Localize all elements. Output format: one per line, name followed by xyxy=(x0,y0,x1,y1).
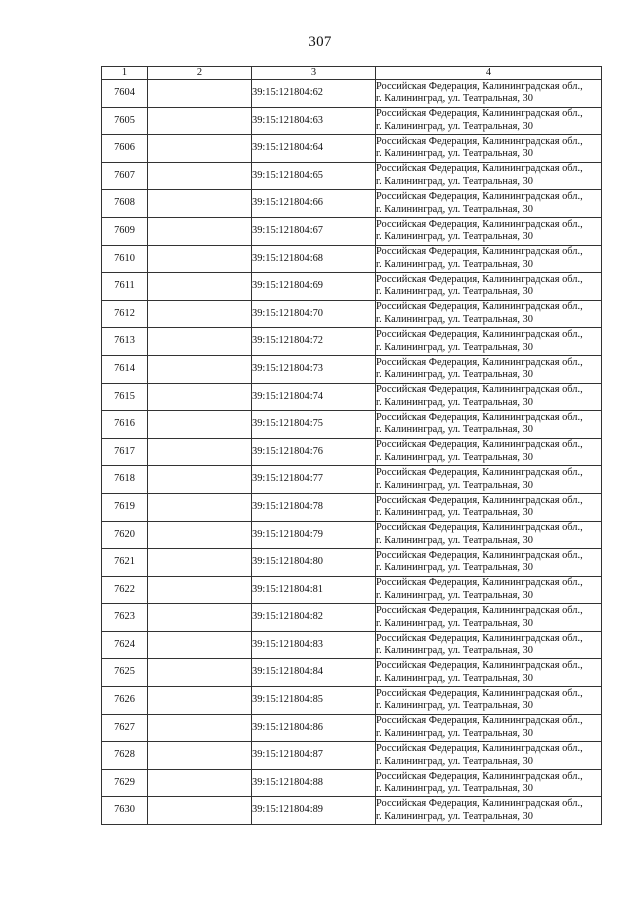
table-row xyxy=(102,549,602,577)
empty-cell xyxy=(148,493,252,521)
table-body xyxy=(102,80,602,825)
empty-cell xyxy=(148,328,252,356)
table-row xyxy=(102,328,602,356)
address-line-1: Российская Федерация, Калининградская обл., xyxy=(376,604,583,616)
address-cell xyxy=(376,631,602,659)
empty-cell xyxy=(148,438,252,466)
address-line-1: Российская Федерация, Калининградская обл., xyxy=(376,135,583,147)
empty-cell xyxy=(148,190,252,218)
empty-cell xyxy=(148,217,252,245)
header-row xyxy=(102,67,602,80)
table-row xyxy=(102,493,602,521)
row-number: 7630 xyxy=(102,797,148,825)
address-line-2: г. Калининград, ул. Театральная, 30 xyxy=(376,810,533,822)
cadastral-number: 39:15:121804:74 xyxy=(252,383,376,411)
row-number: 7619 xyxy=(102,493,148,521)
table-row xyxy=(102,466,602,494)
cadastral-number: 39:15:121804:85 xyxy=(252,687,376,715)
empty-cell xyxy=(148,466,252,494)
address-line-1: Российская Федерация, Калининградская обл., xyxy=(376,301,583,313)
table-row xyxy=(102,80,602,108)
address-cell xyxy=(376,714,602,742)
cadastral-number: 39:15:121804:63 xyxy=(252,107,376,135)
row-number: 7604 xyxy=(102,80,148,108)
address-line-2: г. Калининград, ул. Театральная, 30 xyxy=(376,93,533,105)
address-line-2: г. Калининград, ул. Театральная, 30 xyxy=(376,507,533,519)
address-line-2: г. Калининград, ул. Театральная, 30 xyxy=(376,369,533,381)
address-cell xyxy=(376,687,602,715)
address-line-1: Российская Федерация, Калининградская обл., xyxy=(376,798,583,810)
row-number: 7606 xyxy=(102,135,148,163)
cadastral-number: 39:15:121804:73 xyxy=(252,355,376,383)
address-line-2: г. Калининград, ул. Театральная, 30 xyxy=(376,258,533,270)
address-cell xyxy=(376,107,602,135)
address-cell xyxy=(376,411,602,439)
empty-cell xyxy=(148,687,252,715)
empty-cell xyxy=(148,714,252,742)
cadastral-number: 39:15:121804:67 xyxy=(252,217,376,245)
address-line-1: Российская Федерация, Калининградская обл., xyxy=(376,329,583,341)
address-line-1: Российская Федерация, Калининградская обл., xyxy=(376,108,583,120)
empty-cell xyxy=(148,300,252,328)
address-line-1: Российская Федерация, Калининградская обл., xyxy=(376,660,583,672)
table-row xyxy=(102,687,602,715)
empty-cell xyxy=(148,162,252,190)
table-row xyxy=(102,438,602,466)
row-number: 7621 xyxy=(102,549,148,577)
address-line-1: Российская Федерация, Калининградская обл., xyxy=(376,687,583,699)
row-number: 7624 xyxy=(102,631,148,659)
empty-cell xyxy=(148,245,252,273)
address-cell xyxy=(376,659,602,687)
row-number: 7610 xyxy=(102,245,148,273)
table-row xyxy=(102,355,602,383)
empty-cell xyxy=(148,383,252,411)
empty-cell xyxy=(148,521,252,549)
table-row xyxy=(102,604,602,632)
row-number: 7615 xyxy=(102,383,148,411)
address-line-2: г. Калининград, ул. Театральная, 30 xyxy=(376,645,533,657)
row-number: 7626 xyxy=(102,687,148,715)
address-line-1: Российская Федерация, Калининградская обл., xyxy=(376,494,583,506)
empty-cell xyxy=(148,135,252,163)
cadastral-number: 39:15:121804:84 xyxy=(252,659,376,687)
cadastral-number: 39:15:121804:72 xyxy=(252,328,376,356)
address-cell xyxy=(376,273,602,301)
address-line-1: Российская Федерация, Калининградская обл., xyxy=(376,467,583,479)
cadastral-number: 39:15:121804:79 xyxy=(252,521,376,549)
cadastral-number: 39:15:121804:81 xyxy=(252,576,376,604)
table-row xyxy=(102,135,602,163)
empty-cell xyxy=(148,576,252,604)
row-number: 7607 xyxy=(102,162,148,190)
address-cell xyxy=(376,355,602,383)
cadastral-number: 39:15:121804:80 xyxy=(252,549,376,577)
address-cell xyxy=(376,576,602,604)
address-line-2: г. Калининград, ул. Театральная, 30 xyxy=(376,176,533,188)
table-row xyxy=(102,742,602,770)
empty-cell xyxy=(148,769,252,797)
cadastral-number: 39:15:121804:75 xyxy=(252,411,376,439)
address-cell xyxy=(376,493,602,521)
address-line-1: Российская Федерация, Калининградская обл., xyxy=(376,191,583,203)
address-cell xyxy=(376,438,602,466)
row-number: 7629 xyxy=(102,769,148,797)
address-line-2: г. Калининград, ул. Театральная, 30 xyxy=(376,672,533,684)
address-cell xyxy=(376,383,602,411)
column-header-1: 1 xyxy=(102,67,148,80)
row-number: 7617 xyxy=(102,438,148,466)
empty-cell xyxy=(148,631,252,659)
row-number: 7612 xyxy=(102,300,148,328)
address-cell xyxy=(376,217,602,245)
table-row xyxy=(102,411,602,439)
table-row xyxy=(102,576,602,604)
address-line-1: Российская Федерация, Калининградская обл., xyxy=(376,522,583,534)
empty-cell xyxy=(148,659,252,687)
empty-cell xyxy=(148,742,252,770)
address-line-2: г. Калининград, ул. Театральная, 30 xyxy=(376,231,533,243)
row-number: 7616 xyxy=(102,411,148,439)
cadastral-number: 39:15:121804:68 xyxy=(252,245,376,273)
address-line-2: г. Калининград, ул. Театральная, 30 xyxy=(376,424,533,436)
address-line-1: Российская Федерация, Калининградская обл., xyxy=(376,715,583,727)
table-row xyxy=(102,162,602,190)
address-line-2: г. Калининград, ул. Театральная, 30 xyxy=(376,727,533,739)
cadastral-number: 39:15:121804:89 xyxy=(252,797,376,825)
address-line-2: г. Калининград, ул. Театральная, 30 xyxy=(376,700,533,712)
row-number: 7623 xyxy=(102,604,148,632)
table-row xyxy=(102,521,602,549)
address-line-2: г. Калининград, ул. Театральная, 30 xyxy=(376,396,533,408)
table-row xyxy=(102,659,602,687)
empty-cell xyxy=(148,273,252,301)
cadastral-number: 39:15:121804:65 xyxy=(252,162,376,190)
row-number: 7620 xyxy=(102,521,148,549)
cadastral-number: 39:15:121804:78 xyxy=(252,493,376,521)
address-cell xyxy=(376,80,602,108)
cadastral-number: 39:15:121804:87 xyxy=(252,742,376,770)
table-row xyxy=(102,217,602,245)
empty-cell xyxy=(148,107,252,135)
address-line-1: Российская Федерация, Калининградская обл., xyxy=(376,577,583,589)
address-cell xyxy=(376,742,602,770)
cadastral-number: 39:15:121804:88 xyxy=(252,769,376,797)
address-line-1: Российская Федерация, Калининградская обл., xyxy=(376,439,583,451)
address-line-1: Российская Федерация, Калининградская обл., xyxy=(376,80,583,92)
table-row xyxy=(102,300,602,328)
empty-cell xyxy=(148,355,252,383)
row-number: 7605 xyxy=(102,107,148,135)
address-cell xyxy=(376,521,602,549)
address-line-2: г. Калининград, ул. Театральная, 30 xyxy=(376,314,533,326)
cadastral-number: 39:15:121804:62 xyxy=(252,80,376,108)
row-number: 7627 xyxy=(102,714,148,742)
table-row xyxy=(102,245,602,273)
table-row xyxy=(102,383,602,411)
empty-cell xyxy=(148,80,252,108)
address-line-1: Российская Федерация, Калининградская обл., xyxy=(376,770,583,782)
address-cell xyxy=(376,769,602,797)
address-line-1: Российская Федерация, Калининградская обл., xyxy=(376,742,583,754)
empty-cell xyxy=(148,411,252,439)
address-line-2: г. Калининград, ул. Театральная, 30 xyxy=(376,479,533,491)
table-header xyxy=(102,67,602,80)
cadastral-number: 39:15:121804:86 xyxy=(252,714,376,742)
cadastral-number: 39:15:121804:64 xyxy=(252,135,376,163)
table-row xyxy=(102,631,602,659)
address-line-2: г. Калининград, ул. Театральная, 30 xyxy=(376,286,533,298)
address-line-1: Российская Федерация, Калининградская обл., xyxy=(376,163,583,175)
table-row xyxy=(102,273,602,301)
column-header-2: 2 xyxy=(148,67,252,80)
address-line-2: г. Калининград, ул. Театральная, 30 xyxy=(376,562,533,574)
row-number: 7611 xyxy=(102,273,148,301)
table-row xyxy=(102,769,602,797)
cadastral-number: 39:15:121804:77 xyxy=(252,466,376,494)
row-number: 7618 xyxy=(102,466,148,494)
row-number: 7622 xyxy=(102,576,148,604)
address-cell xyxy=(376,466,602,494)
address-line-2: г. Калининград, ул. Театральная, 30 xyxy=(376,783,533,795)
address-line-1: Российская Федерация, Калининградская обл., xyxy=(376,246,583,258)
table-row xyxy=(102,190,602,218)
empty-cell xyxy=(148,604,252,632)
row-number: 7625 xyxy=(102,659,148,687)
address-line-1: Российская Федерация, Калининградская обл., xyxy=(376,549,583,561)
address-cell xyxy=(376,190,602,218)
cadastral-number: 39:15:121804:69 xyxy=(252,273,376,301)
table-row xyxy=(102,714,602,742)
address-line-1: Российская Федерация, Калининградская обл., xyxy=(376,632,583,644)
column-header-4: 4 xyxy=(376,67,602,80)
address-cell xyxy=(376,549,602,577)
table-row xyxy=(102,107,602,135)
row-number: 7628 xyxy=(102,742,148,770)
address-line-2: г. Калининград, ул. Театральная, 30 xyxy=(376,589,533,601)
address-line-1: Российская Федерация, Калининградская обл., xyxy=(376,384,583,396)
address-cell xyxy=(376,797,602,825)
address-line-2: г. Калининград, ул. Театральная, 30 xyxy=(376,755,533,767)
address-line-1: Российская Федерация, Калининградская обл., xyxy=(376,273,583,285)
address-line-2: г. Калининград, ул. Театральная, 30 xyxy=(376,203,533,215)
address-line-2: г. Калининград, ул. Театральная, 30 xyxy=(376,452,533,464)
address-cell xyxy=(376,300,602,328)
address-line-2: г. Калининград, ул. Театральная, 30 xyxy=(376,617,533,629)
registry-table xyxy=(101,66,602,825)
table-row xyxy=(102,797,602,825)
address-line-2: г. Калининград, ул. Театральная, 30 xyxy=(376,120,533,132)
cadastral-number: 39:15:121804:82 xyxy=(252,604,376,632)
address-cell xyxy=(376,135,602,163)
address-cell xyxy=(376,162,602,190)
cadastral-number: 39:15:121804:70 xyxy=(252,300,376,328)
row-number: 7608 xyxy=(102,190,148,218)
address-cell xyxy=(376,245,602,273)
empty-cell xyxy=(148,549,252,577)
address-line-1: Российская Федерация, Калининградская обл., xyxy=(376,218,583,230)
address-line-2: г. Калининград, ул. Театральная, 30 xyxy=(376,534,533,546)
page-number: 307 xyxy=(308,34,332,50)
row-number: 7609 xyxy=(102,217,148,245)
empty-cell xyxy=(148,797,252,825)
row-number: 7613 xyxy=(102,328,148,356)
address-cell xyxy=(376,328,602,356)
address-line-2: г. Калининград, ул. Театральная, 30 xyxy=(376,148,533,160)
address-line-1: Российская Федерация, Калининградская обл., xyxy=(376,356,583,368)
cadastral-number: 39:15:121804:76 xyxy=(252,438,376,466)
cadastral-number: 39:15:121804:66 xyxy=(252,190,376,218)
cadastral-number: 39:15:121804:83 xyxy=(252,631,376,659)
address-line-1: Российская Федерация, Калининградская обл., xyxy=(376,411,583,423)
address-line-2: г. Калининград, ул. Театральная, 30 xyxy=(376,341,533,353)
address-cell xyxy=(376,604,602,632)
column-header-3: 3 xyxy=(252,67,376,80)
row-number: 7614 xyxy=(102,355,148,383)
